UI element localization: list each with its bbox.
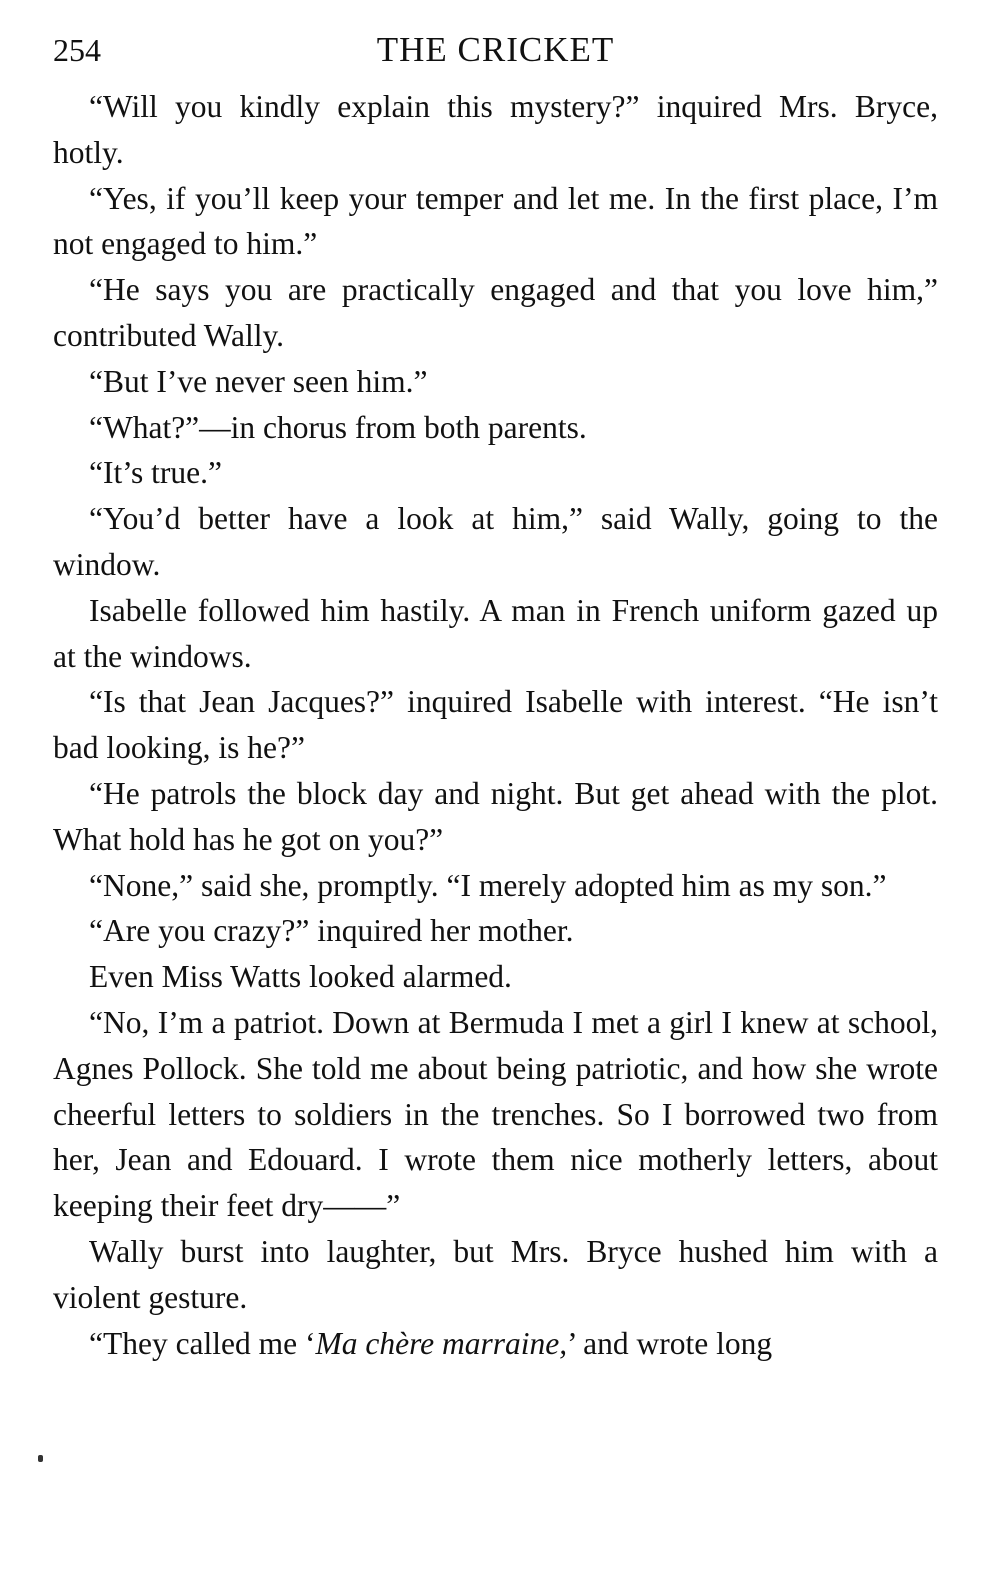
italic-phrase: Ma chère marraine, (315, 1325, 568, 1361)
page-number: 254 (53, 32, 101, 68)
paragraph: “Will you kindly explain this mystery?” inquired Mrs. Bryce, hotly. (53, 89, 938, 170)
paragraph: “Are you crazy?” inquired her mother. (89, 913, 574, 949)
paragraph: “But I’ve never seen him.” (89, 363, 428, 399)
paragraph: “What?”—in chorus from both parents. (89, 409, 587, 445)
page-header (53, 28, 938, 72)
last-paragraph (53, 1321, 938, 1367)
paragraph: “You’d better have a look at him,” said Wally, going to the window. (53, 501, 938, 582)
paragraph: Isabelle followed him hastily. A man in French uniform gazed up at the windows. (53, 592, 938, 674)
paragraph: “It’s true.” (89, 455, 222, 491)
paragraph: Even Miss Watts looked alarmed. (89, 959, 512, 995)
paragraph: “No, I’m a patriot. Down at Bermuda I met a girl I knew at school, Agnes Pollock. She told me about being patriotic, and how she wrote cheerful letters to soldiers in the trenches. So I borrowed two from her, Jean and Edouard. I wrote them nice motherly letters, about keeping their feet dry——” (53, 1004, 938, 1224)
paragraph: Wally burst into laughter, but Mrs. Bryce hushed him with a violent gesture. (53, 1233, 938, 1315)
body-text (53, 84, 938, 1366)
paragraph: “Yes, if you’ll keep your temper and let me. In the first place, I’m not engaged to him.” (53, 180, 938, 262)
paragraph: “None,” said she, promptly. “I merely adopted him as my son.” (89, 867, 887, 903)
paragraph: “He patrols the block day and night. But get ahead with the plot. What hold has he got on you?” (53, 775, 938, 857)
last-paragraph-start: “They called me ‘ (89, 1325, 316, 1361)
running-title: THE CRICKET (376, 30, 615, 69)
paragraph: “Is that Jean Jacques?” inquired Isabelle with interest. “He isn’t bad looking, is he?” (53, 684, 938, 766)
ink-speck (38, 1455, 43, 1462)
last-paragraph-end: ’ and wrote long (567, 1325, 773, 1361)
paragraph: “He says you are practically engaged and that you love him,” contributed Wally. (53, 272, 938, 353)
